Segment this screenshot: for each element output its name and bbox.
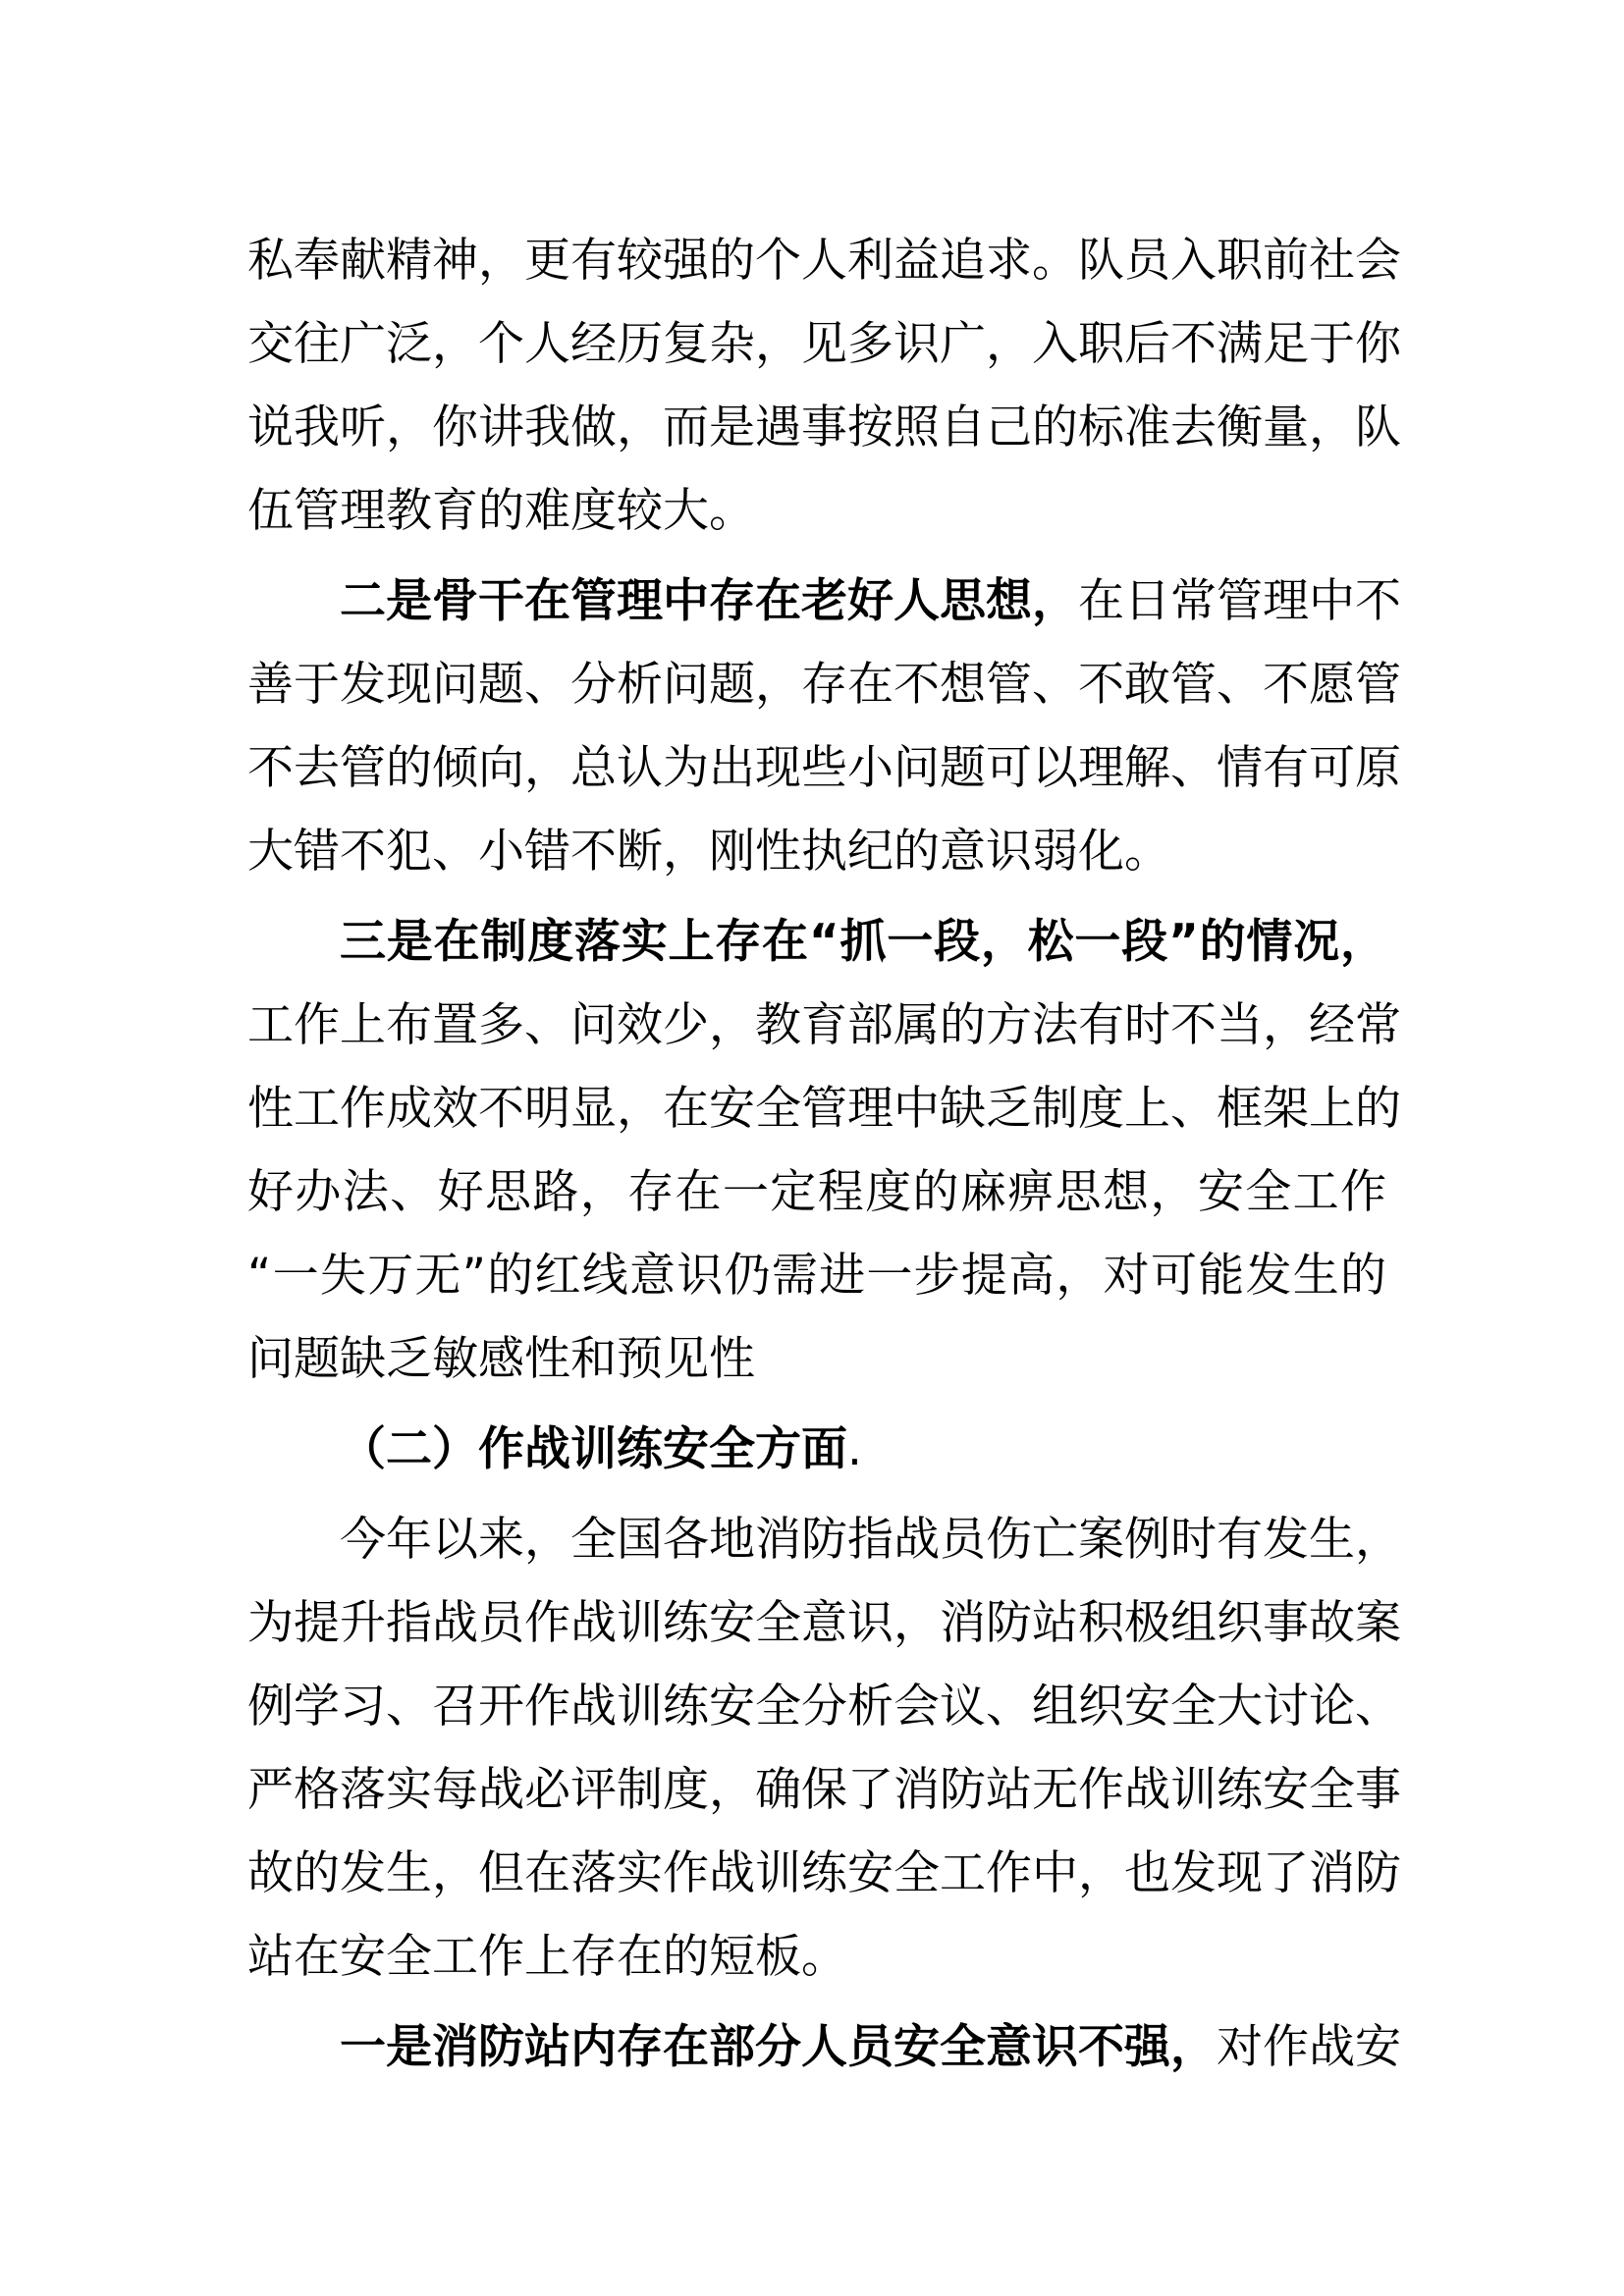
paragraph-lead-line [340, 903, 1386, 982]
bold-lead: 三是在制度落实上存在“抓一段，松一段”的情况， [340, 915, 1386, 969]
text-line: 故的发生，但在落实作战训练安全工作中，也发现了消防 [247, 1846, 1401, 1900]
bold-lead: 一是消防站内存在部分人员安全意识不强， [340, 2020, 1217, 2074]
text-line: 好办法、好思路，存在一定程度的麻痹思想，安全工作 [247, 1165, 1386, 1219]
paragraph-lead-line: 二是骨干在管理中存在老好人思想，在日常管理中不 [340, 574, 1401, 628]
text-line: 站在安全工作上存在的短板。 [247, 1930, 847, 1984]
paragraph-lead-line: 一是消防站内存在部分人员安全意识不强，对作战安 [340, 2020, 1401, 2074]
text-line: 说我听，你讲我做，而是遇事按照自己的标准去衡量，队 [247, 400, 1401, 454]
text-line: 交往广泛，个人经历复杂，见多识广，入职后不满足于你 [247, 317, 1401, 371]
paragraph-first-line: 今年以来，全国各地消防指战员伤亡案例时有发生， [340, 1513, 1401, 1567]
text-line: 大错不犯、小错不断，刚性执纪的意识弱化。 [247, 825, 1170, 879]
text-line: “一失万无”的红线意识仍需进一步提高，对可能发生的 [247, 1249, 1386, 1303]
text-line: 不去管的倾向，总认为出现些小问题可以理解、情有可原 [247, 741, 1401, 795]
text-line: 例学习、召开作战训练安全分析会议、组织安全大讨论、 [247, 1680, 1401, 1734]
text-line: 善于发现问题、分析问题，存在不想管、不敢管、不愿管 [247, 658, 1401, 712]
text-line: 工作上布置多、问效少，教育部属的方法有时不当，经常 [247, 998, 1401, 1052]
text-line: 伍管理教育的难度较大。 [247, 484, 755, 538]
text-line: 性工作成效不明显，在安全管理中缺乏制度上、框架上的 [247, 1082, 1401, 1136]
text-line: 严格落实每战必评制度，确保了消防站无作战训练安全事 [247, 1763, 1401, 1817]
text-line: 为提升指战员作战训练安全意识，消防站积极组织事故案 [247, 1596, 1401, 1650]
text-line: 问题缺乏敏感性和预见性 [247, 1332, 755, 1386]
text-line: 私奉献精神，更有较强的个人利益追求。队员入职前社会 [247, 234, 1401, 288]
section-heading: （二）作战训练安全方面. [340, 1422, 862, 1476]
bold-lead: 二是骨干在管理中存在老好人思想， [340, 574, 1078, 628]
